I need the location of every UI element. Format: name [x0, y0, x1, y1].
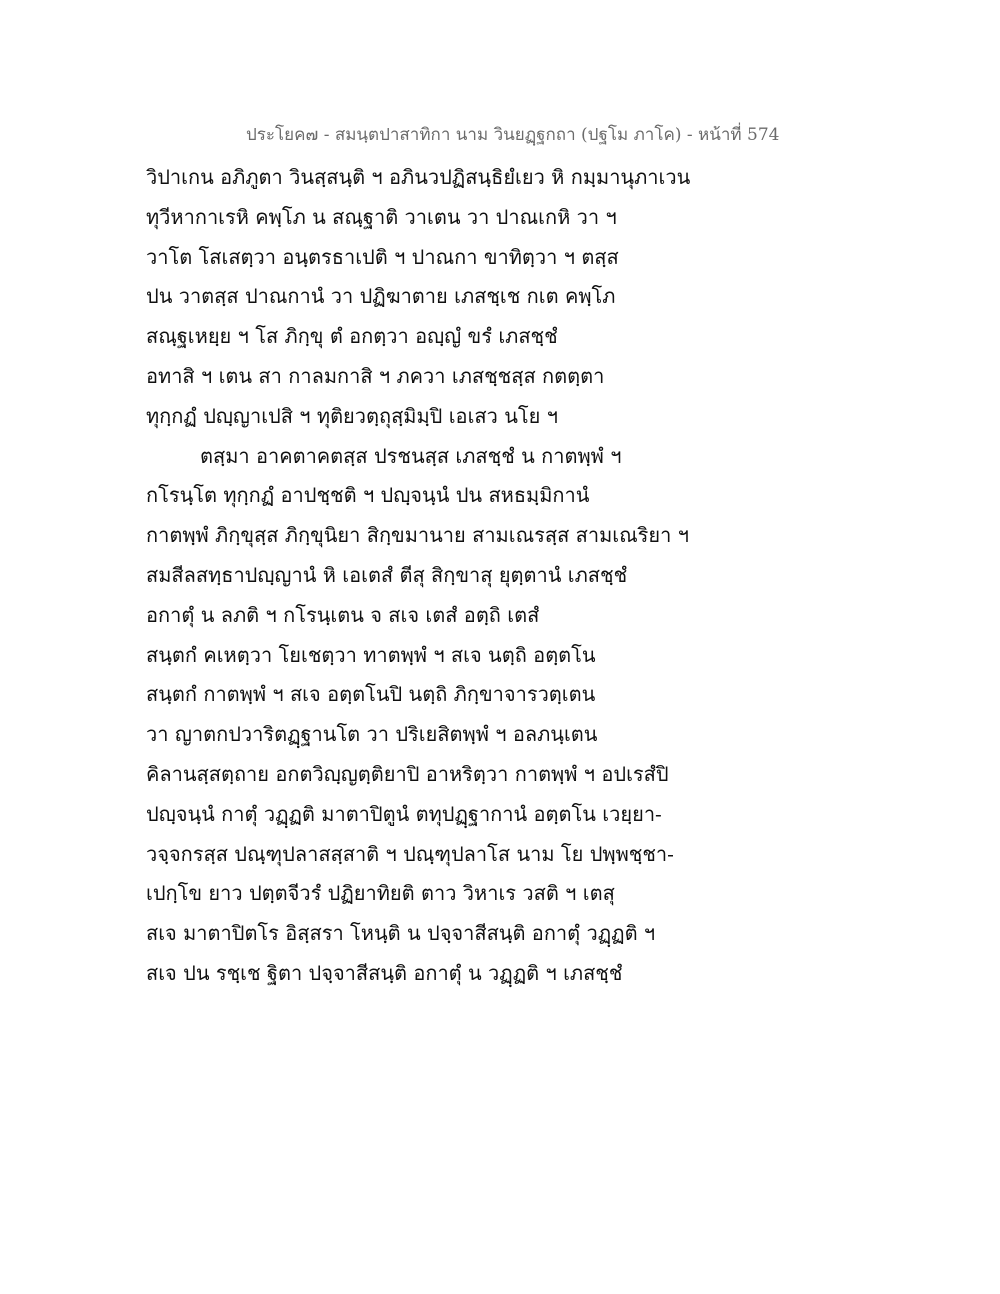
paragraph-start-line: ตสฺมา อาคตาคตสฺส ปรชนสฺส เภสชฺชํ น กาตพฺพํ ฯ — [200, 443, 622, 468]
text-line: วาโต โสเสตฺวา อนฺตรธาเปติ ฯ ปาณกา ขาทิตฺวา ฯ ตสฺส — [146, 244, 619, 269]
text-line: กาตพฺพํ ภิกฺขุสฺส ภิกฺขุนิยา สิกฺขมานาย สามเณรสฺส สามเณริยา ฯ — [146, 523, 689, 548]
text-line: ปญฺจนฺนํ กาตุํ วฏฺฏติ มาตาปิตูนํ ตทุปฏฺฐากานํ อตฺตโน เวยฺยา- — [146, 801, 662, 826]
text-line: วจฺจกรสฺส ปณฺฑุปลาสสฺสาติ ฯ ปณฺฑุปลาโส นาม โย ปพฺพชฺชา- — [146, 841, 674, 866]
text-line: ปน วาตสฺส ปาณกานํ วา ปฏิฆาตาย เภสชฺเช กเต คพฺโภ — [146, 284, 616, 309]
text-line: สเจ ปน รชฺเช ฐิตา ปจฺจาสีสนฺติ อกาตุํ น วฏฺฏติ ฯ เภสชฺชํ — [146, 960, 623, 985]
text-line: ทุกฺกฏํ ปญฺญาเปสิ ฯ ทุติยวตฺถุสฺมิมฺปิ เอเสว นโย ฯ — [146, 403, 558, 428]
text-line: อกาตุํ น ลภติ ฯ กโรนฺเตน จ สเจ เตสํ อตฺถิ เตสํ — [146, 602, 540, 627]
text-line: กโรนฺโต ทุกฺกฏํ อาปชฺชติ ฯ ปญฺจนฺนํ ปน สหธมฺมิกานํ — [146, 483, 590, 508]
text-line: สนฺตกํ คเหตฺวา โยเชตฺวา ทาตพฺพํ ฯ สเจ นตฺถิ อตฺตโน — [146, 642, 596, 667]
text-line: เปกฺโข ยาว ปตฺตจีวรํ ปฏิยาทิยติ ตาว วิหาเร วสติ ฯ เตสุ — [146, 881, 615, 906]
body-text — [146, 158, 706, 994]
text-line: สมสีลสทฺธาปญฺญานํ หิ เอเตสํ ตีสุ สิกฺขาสุ ยุตฺตานํ เภสชฺชํ — [146, 562, 628, 587]
text-line: วา ญาตกปวาริตฏฺฐานโต วา ปริเยสิตพฺพํ ฯ อลภนฺเตน — [146, 722, 598, 747]
text-line: สนฺตกํ กาตพฺพํ ฯ สเจ อตฺตโนปิ นตฺถิ ภิกฺขาจารวตฺเตน — [146, 682, 596, 707]
text-line: สณฺฐเหยฺย ฯ โส ภิกฺขุ ตํ อกตฺวา อญฺญํ ขรํ เภสชฺชํ — [146, 324, 558, 349]
text-line: ทุวีหากาเรหิ คพฺโภ น สณฺฐาติ วาเตน วา ปาณเกหิ วา ฯ — [146, 204, 617, 229]
text-line: วิปาเกน อภิภูตา วินสฺสนฺติ ฯ อภินวปฏิสนฺธิยํเยว หิ กมฺมานุภาเวน — [146, 165, 691, 189]
text-line: สเจ มาตาปิตโร อิสฺสรา โหนฺติ น ปจฺจาสีสนฺติ อกาตุํ วฏฺฏติ ฯ — [146, 921, 656, 946]
text-line: คิลานสฺสตฺถาย อกตวิญฺญตฺติยาปิ อาหริตฺวา กาตพฺพํ ฯ อปเรสํปิ — [146, 761, 669, 786]
text-line: อทาสิ ฯ เตน สา กาลมกาสิ ฯ ภควา เภสชฺชสฺส กตตฺตา — [146, 363, 605, 388]
running-header: ประโยค๗ - สมนฺตปาสาทิกา นาม วินยฏฺฐกถา (ปฐโม ภาโค) - หน้าที่ 574 — [246, 125, 780, 145]
